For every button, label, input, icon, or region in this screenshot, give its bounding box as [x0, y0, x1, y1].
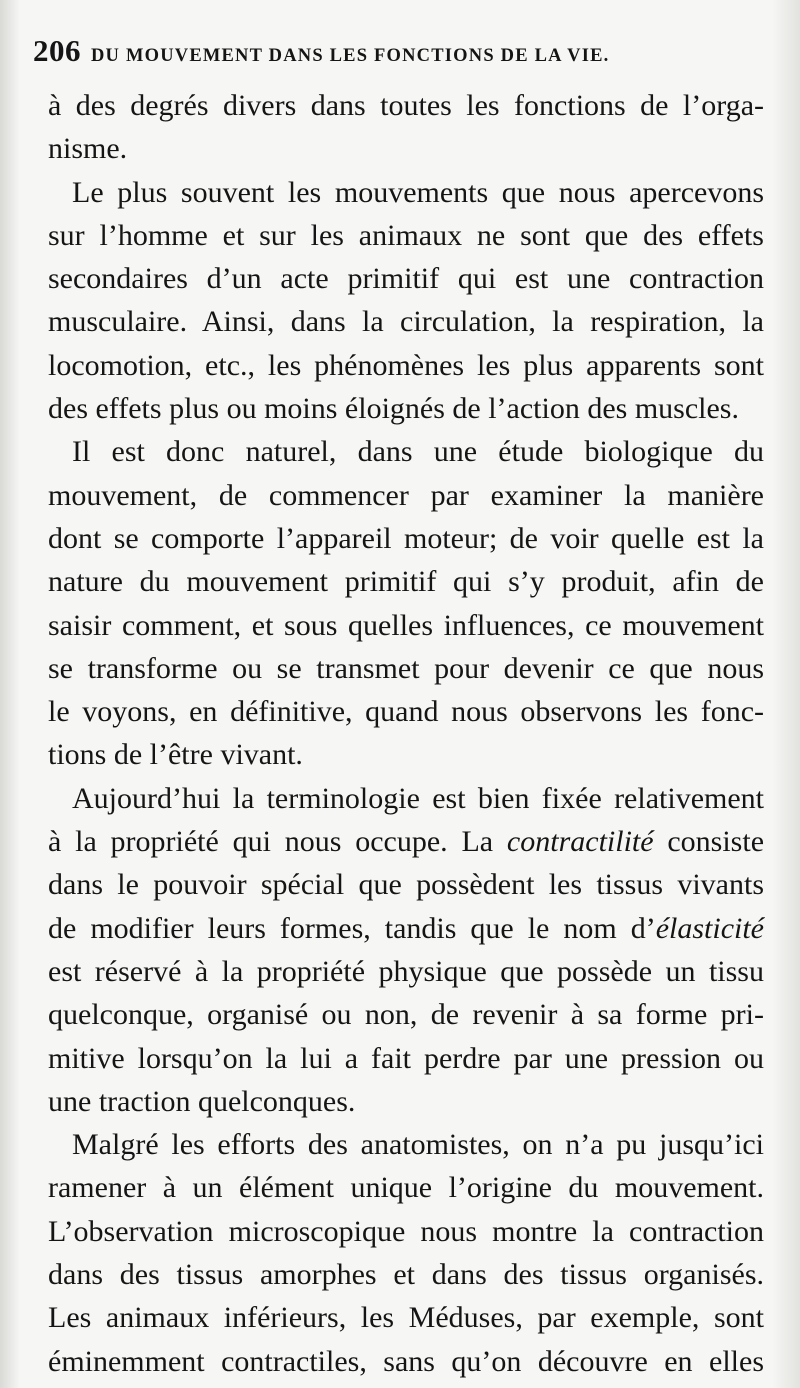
page-number: 206 — [33, 33, 81, 68]
text-line: Les animaux inférieurs, les Méduses, par exemple, sont — [48, 1301, 764, 1335]
text-line: une traction quelconques. — [48, 1084, 356, 1118]
page-edge-shadow-right — [772, 0, 800, 1388]
paragraph-2 — [48, 171, 764, 431]
text-line: mitive lorsqu’on la lui a fait perdre par une pression ou — [48, 1041, 764, 1075]
text-line: secondaires d’un acte primitif qui est une contraction — [48, 262, 764, 296]
text-line: à des degrés divers dans toutes les fonctions de l’orga- — [48, 89, 764, 122]
text-line: dans le pouvoir spécial que possèdent les tissus vivants — [48, 868, 764, 902]
italic-term-contractilite: contractilité — [506, 825, 654, 859]
text-line: Malgré les efforts des anatomistes, on n’a pu jusqu’ici — [72, 1128, 764, 1162]
text-line: Aujourd’hui la terminologie est bien fixée relativement — [72, 781, 764, 815]
text-line-with-term — [48, 820, 764, 863]
page-edge-shadow-left — [0, 0, 20, 1388]
page-header — [33, 33, 773, 77]
text-line: Il est donc naturel, dans une étude biologique du — [72, 435, 764, 469]
text-line: mouvement, de commencer par examiner la manière — [48, 478, 764, 512]
paragraph-3 — [48, 430, 764, 776]
line-segment: à la propriété qui nous occupe. La — [48, 825, 494, 859]
text-line: dont se comporte l’appareil moteur; de voir quelle est la — [48, 521, 764, 555]
body-text — [48, 84, 764, 1383]
text-line: locomotion, etc., les phénomènes les plus apparents sont — [48, 348, 764, 382]
text-line: le voyons, en définitive, quand nous observons les fonc- — [48, 695, 764, 729]
text-line: nisme. — [48, 132, 128, 166]
text-line: se transforme ou se transmet pour devenir ce que nous — [48, 651, 764, 685]
text-line: éminemment contractiles, sans qu’on découvre en elles — [48, 1344, 764, 1378]
text-line: dans des tissus amorphes et dans des tissus organisés. — [48, 1258, 764, 1292]
paragraph-1 — [48, 84, 764, 171]
text-line: nature du mouvement primitif qui s’y produit, afin de — [48, 565, 764, 599]
text-line: ramener à un élément unique l’origine du mouvement. — [48, 1171, 764, 1205]
text-line: est réservé à la propriété physique que possède un tissu — [48, 954, 764, 988]
paragraph-4 — [48, 777, 764, 1123]
text-line: sur l’homme et sur les animaux ne sont que des effets — [48, 218, 764, 252]
line-segment: consiste — [667, 825, 765, 859]
text-line: musculaire. Ainsi, dans la circulation, la respiration, la — [48, 305, 764, 339]
italic-term-elasticite: élasticité — [655, 911, 764, 945]
text-line-with-term — [48, 907, 764, 950]
text-line: quelconque, organisé ou non, de revenir à sa forme pri- — [48, 998, 764, 1032]
text-line: tions de l’être vivant. — [48, 738, 303, 772]
running-title: DU MOUVEMENT DANS LES FONCTIONS DE LA VIE. — [91, 46, 610, 66]
text-line: des effets plus ou moins éloignés de l’action des muscles. — [48, 392, 739, 426]
text-line: Le plus souvent les mouvements que nous apercevons — [72, 175, 764, 209]
text-line: L’observation microscopique nous montre la contraction — [48, 1214, 764, 1248]
text-line: saisir comment, et sous quelles influences, ce mouvement — [48, 608, 764, 642]
paragraph-5 — [48, 1123, 764, 1383]
line-segment: de modifier leurs formes, tandis que le nom d’ — [48, 911, 656, 945]
